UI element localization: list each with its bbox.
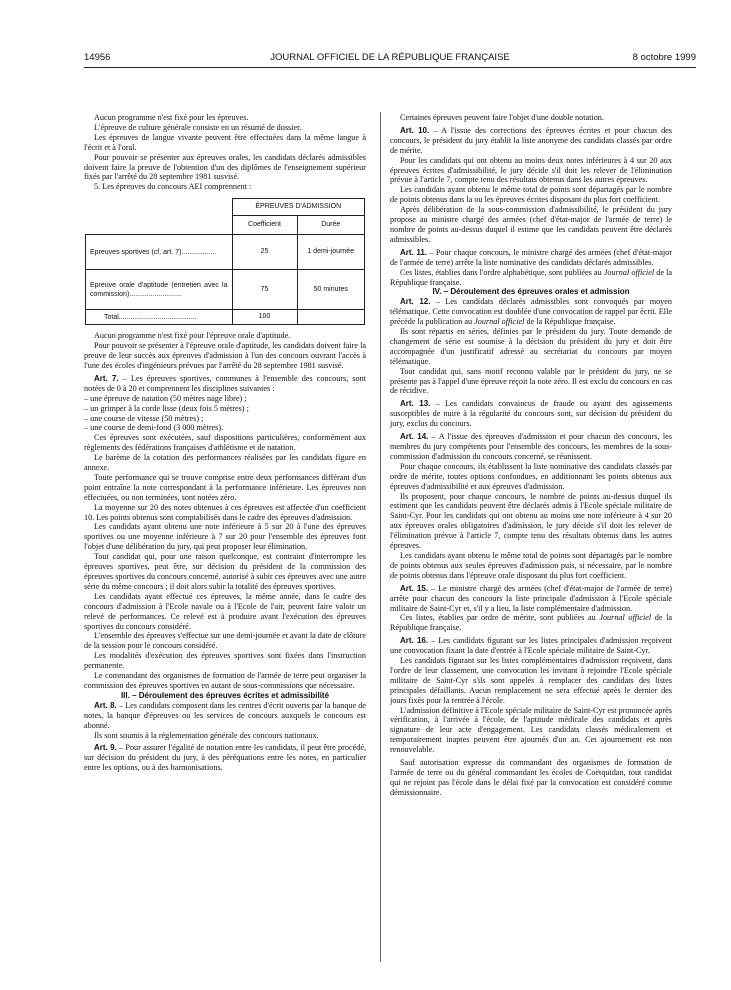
table-cell: 100 <box>232 310 297 325</box>
paragraph: Les candidats ayant obtenu une note inférieure à 5 sur 20 à l'une des épreuves sportives ou une moyenne inférieure à 7 sur 20 pour l'ensemble des épreuves font l'objet d'une délibération du jury, qui peut proposer leur élimination. <box>84 522 366 552</box>
table-group-header: ÉPREUVES D'ADMISSION <box>232 199 365 216</box>
paragraph: La moyenne sur 20 des notes obtenues à ces épreuves est affectée d'un coefficient 10. Les points obtenus sont comptabilisés dans le cadre des épreuves d'admission. <box>84 502 366 522</box>
article-9 <box>84 743 366 773</box>
paragraph: Tout candidat qui, pour une raison quelconque, est contraint d'interrompre les épreuves sportives, peut être, sur décision du président de la commission des épreuves sportives du concours concerné, autorisé à subir ces épreuves avec une autre série du même concours ; il doit alors subir la totalité des épreuves sportives. <box>84 552 366 591</box>
article-label: Art. 14. <box>400 432 429 442</box>
paragraph: 5. Les épreuves du concours AEI comprennent : <box>94 182 252 192</box>
journal-title: JOURNAL OFFICIEL DE LA RÉPUBLIQUE FRANÇAISE <box>270 52 510 63</box>
article-text: – Les candidats figurant sur les listes principales d'admission reçoivent une convocation fixant la date d'entrée à l'Ecole spéciale militaire de Saint-Cyr. <box>390 636 673 656</box>
paragraph: Le commandant des organismes de formation de l'armée de terre peut organiser la commission des épreuves sportives en autant de sous-commissions que nécessaire. <box>84 671 366 690</box>
paragraph: Aucun programme n'est fixé pour l'épreuve orale d'aptitude. <box>94 331 291 341</box>
article-text: – Les candidats déclarés admissibles sont convoqués par moyen télématique. Cette convocation est doublée d'une convocation de rappel par écrit. Elle précède la publication au <box>390 297 673 327</box>
page-header <box>84 52 696 66</box>
text-run: Ces listes, établies dans l'ordre alphabétique, sont publiées au <box>400 267 604 277</box>
paragraph: Les candidats figurant sur les listes complémentaires d'admission reçoivent, dans l'ordre de leur classement, une convocation les invitant à rejoindre l'Ecole spéciale militaire de Saint-Cyr s'ils sont appelés à remplacer des candidats des listes principales défaillants. Aucun remplacement ne sera effectué après le dernier des jours fixés pour la rentrée à l'école. <box>390 656 672 705</box>
paragraph <box>390 268 672 288</box>
paragraph: Toute performance qui se trouve comprise entre deux performances différant d'un point entraîne la note correspondant à la performance inférieure. Les épreuves non effectuées, ou non terminées, sont notées zéro. <box>84 472 366 502</box>
page-number: 14956 <box>84 52 111 63</box>
table-cell <box>297 310 365 325</box>
paragraph: Sauf autorisation expresse du commandant des organismes de formation de l'armée de terre ou du général commandant les écoles de Coëtquidan, tout candidat qui ne rejoint pas l'école dans le délai fixé par la convocation est considéré comme démissionnaire. <box>390 758 672 797</box>
paragraph: Certaines épreuves peuvent faire l'objet d'une double notation. <box>400 113 604 122</box>
table-col-header: Durée <box>297 216 365 235</box>
paragraph <box>390 613 672 633</box>
article-text: – Pour chaque concours, le ministre chargé des armées (chef d'état-major de l'armée de terre) arrête la liste nominative des candidats déclarés admissibles. <box>390 247 672 267</box>
table-cell: 75 <box>232 270 297 310</box>
article-label: Art. 7. <box>94 373 119 383</box>
section-heading: IV. – Déroulement des épreuves orales et admission <box>432 287 630 297</box>
article-label: Art. 9. <box>94 743 117 753</box>
article-12 <box>390 297 672 327</box>
table-row-label: Total........................................ <box>86 310 233 325</box>
list-item: – une épreuve de natation (50 mètres nage libre) ; <box>84 393 247 403</box>
article-10 <box>390 126 672 156</box>
list-item: – une course de demi-fond (3 000 mètres). <box>84 423 224 433</box>
paragraph: Les épreuves de langue vivante peuvent être effectuées dans la même langue à l'écrit et à l'oral. <box>84 132 366 152</box>
table-row-label: Epreuves sportives (cf. art. 7).................. <box>86 235 233 270</box>
paragraph: Les candidats ayant obtenu le même total de points sont départagés par le nombre de points obtenus aux seules épreuves d'admission puis, si nécessaire, par le nombre de points obtenus dans l'épreuve orale disposant du plus fort coefficient. <box>390 550 672 580</box>
paragraph: Pour chaque concours, ils établissent la liste nominative des candidats classés par ordre de mérite, toutes options confondues, en additionnant les points obtenus aux épreuves d'admissibilité et aux épreuves d'admission. <box>390 461 672 491</box>
table-row-label: Epreuve orale d'aptitude (entretien avec la commission)........................... <box>86 270 233 310</box>
text-run: Ces listes, établies par ordre de mérite, sont publiées au <box>400 613 600 623</box>
issue-date: 8 octobre 1999 <box>632 52 696 63</box>
article-text: – A l'issue des corrections des épreuves écrites et pour chacun des concours, le président du jury établit la liste anonyme des candidats classés par ordre de mérite. <box>390 125 672 155</box>
column-divider <box>380 112 381 962</box>
table-corner <box>86 216 233 235</box>
paragraph: Les candidats ayant obtenu le même total de points sont départagés par le nombre de points obtenus dans la ou les épreuves écrites disposant du plus fort coefficient. <box>390 185 672 205</box>
text-run: de la République française. <box>390 267 672 287</box>
paragraph: Ils sont soumis à la réglementation générale des concours nationaux. <box>94 730 319 740</box>
header-rule <box>84 67 696 68</box>
article-text: – Les candidats convaincus de fraude ou ayant des agissements susceptibles de nuire à la régularité du concours sont, sur décision du président du jury, exclus du concours. <box>390 399 673 429</box>
paragraph: Ces épreuves sont exécutées, sauf dispositions particulières, conformément aux règlements des fédérations françaises d'athlétisme et de natation. <box>84 433 366 453</box>
journal-name: Journal officiel <box>603 267 655 277</box>
table-cell: 1 demi-journée <box>297 235 365 270</box>
paragraph: Ils proposent, pour chaque concours, le nombre de points au-dessus duquel ils estiment que les candidats peuvent être déclarés admis à l'Ecole spéciale militaire de Saint-Cyr. Pour les candidats qui ont obtenu au moins une note inférieure à 4 sur 20 aux épreuves orales obligatoires d'admission, le jury décide s'il doit les relever de l'élimination prévue à l'article 7, compte tenu des résultats obtenus dans les autres épreuves. <box>390 491 672 551</box>
article-label: Art. 11. <box>400 247 428 257</box>
paragraph: Aucun programme n'est fixé pour les épreuves. <box>94 113 249 122</box>
paragraph: L'ensemble des épreuves s'effectue sur une demi-journée et avant la date de clôture de la session pour le concours considéré. <box>84 631 366 651</box>
article-11 <box>390 248 672 268</box>
article-label: Art. 13. <box>400 399 431 409</box>
paragraph: Après délibération de la sous-commission d'admissibilité, le président du jury propose au ministre chargé des armées (chef d'état-major de l'armée de terre) le nombre de points au-dessus duquel il estime que les candidats peuvent être déclarés admissibles. <box>390 205 672 244</box>
article-text: de la République française. <box>524 317 616 327</box>
paragraph: L'admission définitive à l'Ecole spéciale militaire de Saint-Cyr est prononcée après vérification, à l'arrivée à l'école, de l'aptitude médicale des candidats et après signature de leur acte d'engagement. Les candidats classés médicalement et temporairement inaptes peuvent être ajournés d'un an. Cet ajournement est non renouvelable. <box>390 705 672 755</box>
paragraph: Ils sont répartis en séries, définies par le président du jury. Toute demande de changement de série est soumise à la décision du président du jury et doit être accompagnée d'un justificatif adressé au secrétariat du concours par moyen télématique. <box>390 327 672 366</box>
article-label: Art. 8. <box>94 700 117 710</box>
article-label: Art. 10. <box>400 125 430 135</box>
paragraph: L'épreuve de culture générale consiste en un résumé de dossier. <box>94 122 302 132</box>
admission-table <box>85 198 365 325</box>
section-heading: III. – Déroulement des épreuves écrites et admissibilité <box>120 690 330 700</box>
table-corner <box>86 199 233 216</box>
list-item: – un grimper à la corde lisse (deux fois 5 mètres) ; <box>84 403 249 413</box>
article-label: Art. 16. <box>400 636 429 646</box>
paragraph: Pour les candidats qui ont obtenu au moins deux notes inférieures à 4 sur 20 aux épreuves écrites d'admissibilité, le jury décide s'il doit les relever de l'élimination prévue à l'article 7, compte tenu des résultats obtenus dans les autres épreuves. <box>390 155 672 185</box>
right-column <box>390 113 672 798</box>
paragraph: Tout candidat qui, sans motif reconnu valable par le président du jury, ne se présente pas à l'appel d'une épreuve reçoit la note zéro. Il est exclu du concours en cas de récidive. <box>390 366 672 396</box>
text-run: de la République française. <box>390 613 672 633</box>
article-8 <box>84 701 366 731</box>
article-text: – A l'issue des épreuves d'admission et pour chacun des concours, les membres du jury compétents pour l'ensemble des concours, les membres de la sous-commission d'admission du concours concerné, se réunissent. <box>390 432 672 461</box>
article-label: Art. 15. <box>400 583 429 593</box>
article-text: – Pour assurer l'égalité de notation entre les candidats, il peut être procédé, sur décision du président du jury, à des péréquations entre les notes, en particulier entre les options, ou à des harmonisations. <box>84 743 366 773</box>
article-16 <box>390 636 672 656</box>
article-13 <box>390 399 672 429</box>
journal-name: Journal officiel <box>599 613 652 623</box>
article-7 <box>84 374 366 394</box>
table-cell: 50 minutes <box>297 270 365 310</box>
article-14 <box>390 432 672 462</box>
paragraph: Pour pouvoir se présenter à l'épreuve orale d'aptitude, les candidats doivent faire la preuve de leur succès aux épreuves d'admission à l'un des concours ouvrant l'accès à l'une des écoles d'ingénieurs prévues par l'arrêté du 28 septembre 1981 susvisé. <box>84 341 366 370</box>
article-15 <box>390 584 672 614</box>
article-label: Art. 12. <box>400 297 431 307</box>
journal-name: Journal officiel <box>474 317 525 327</box>
article-text: – Le ministre chargé des armées (chef d'état-major de l'armée de terre) arrête pour chacun des concours la liste principale d'admission à l'Ecole spéciale militaire de Saint-Cyr et, s'il y a lieu, la liste complémentaire d'admission. <box>390 583 672 613</box>
paragraph: Pour pouvoir se présenter aux épreuves orales, les candidats déclarés admissibles doivent faire la preuve de l'obtention d'un des diplômes de l'enseignement supérieur fixés par l'arrêté du 28 septembre 1981 susvisé. <box>84 152 366 182</box>
paragraph: Les candidats ayant effectué ces épreuves, la même année, dans le cadre des concours d'admission à l'Ecole navale ou à l'Ecole de l'air, peuvent faire valoir un relevé de performances. Ce relevé est à produire avant l'exécution des épreuves sportives du concours considéré. <box>84 591 366 631</box>
article-text: – Les épreuves sportives, communes à l'ensemble des concours, sont notées de 0 à 20 et comprennent les disciplines suivantes : <box>84 373 367 393</box>
left-column <box>84 113 366 773</box>
paragraph: Les modalités d'exécution des épreuves sportives sont fixées dans l'instruction permanente. <box>84 651 366 671</box>
table-cell: 25 <box>232 235 297 270</box>
list-item: – une course de vitesse (50 mètres) ; <box>84 413 204 423</box>
paragraph: Le barème de la cotation des performances réalisées par les candidats figure en annexe. <box>84 453 366 473</box>
table-col-header: Coefficient <box>232 216 297 235</box>
article-text: – Les candidats composent dans les centres d'écrit ouverts par la banque de notes, la banque d'épreuves ou les services de concours auxquels le concours est abonné. <box>84 700 367 730</box>
